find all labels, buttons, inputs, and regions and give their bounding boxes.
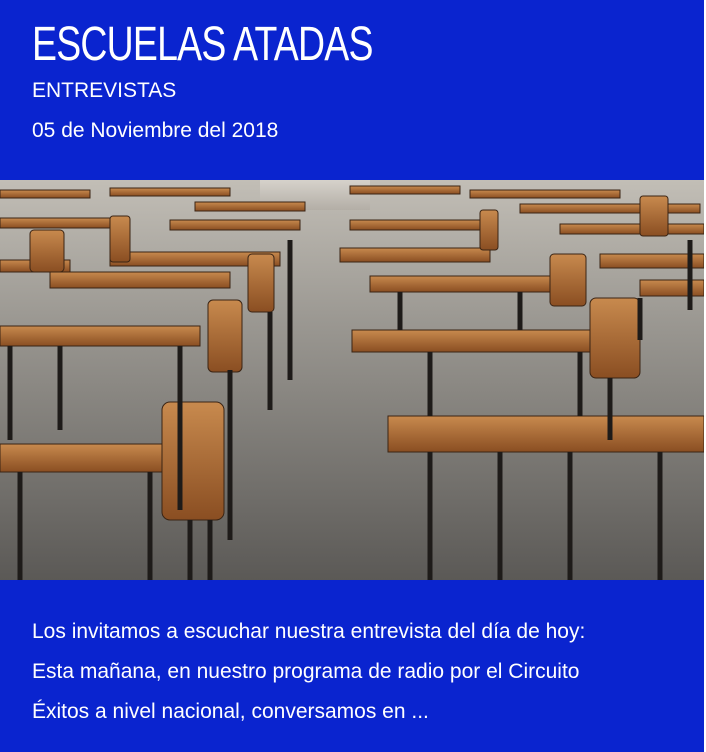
excerpt-line-3: Éxitos a nivel nacional, conversamos en ... [32,700,429,723]
category-label[interactable]: ENTREVISTAS [32,79,177,102]
excerpt-line-2: Esta mañana, en nuestro programa de radio por el Circuito [32,660,580,683]
article-header [0,0,704,180]
excerpt-line-1: Los invitamos a escuchar nuestra entrevista del día de hoy: [32,620,586,643]
classroom-photo-illustration [0,180,704,580]
article-image[interactable] [0,180,704,580]
article-excerpt [32,612,692,732]
publish-date: 05 de Noviembre del 2018 [32,119,279,142]
article-title[interactable]: ESCUELAS ATADAS [32,18,373,71]
